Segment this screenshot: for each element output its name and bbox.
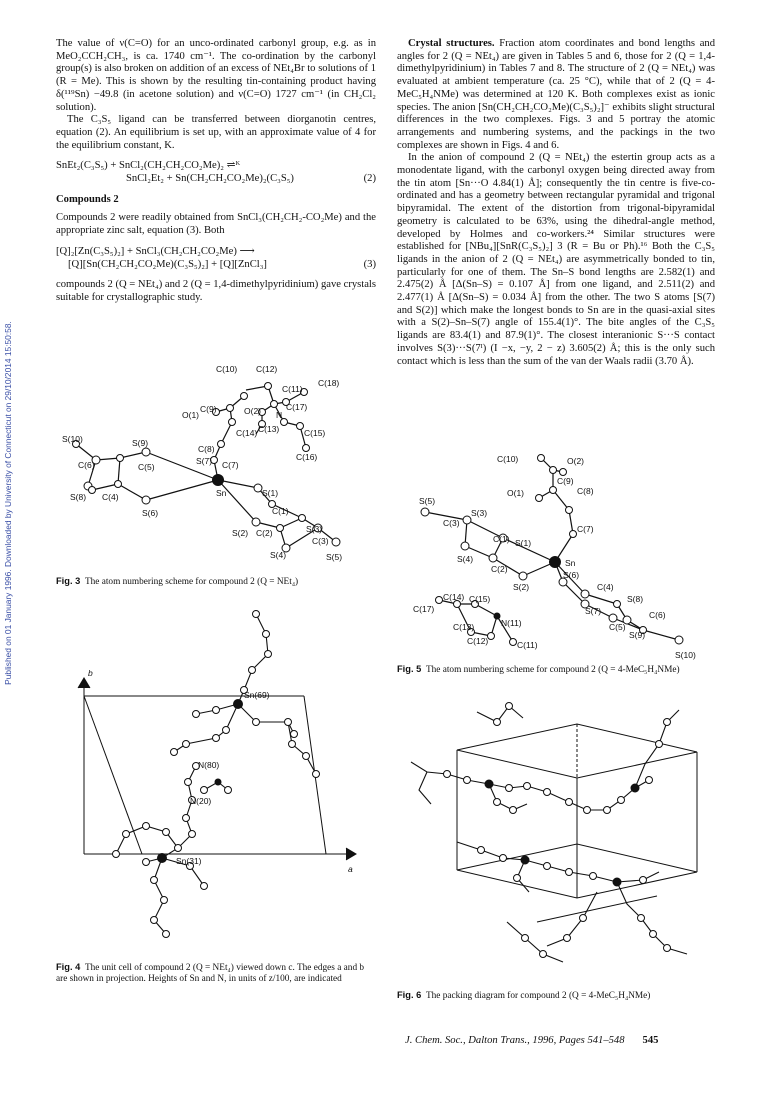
atom-label: C(5) <box>609 622 626 632</box>
atom-label: C(9) <box>200 404 217 414</box>
atom-label: S(4) <box>457 554 474 564</box>
section-heading: Compounds 2 <box>56 193 119 205</box>
atom-label: C(3) <box>443 518 460 528</box>
atom-label: Sn(31) <box>176 856 202 866</box>
page-number: 545 <box>642 1035 659 1046</box>
atom-label: C(15) <box>469 594 491 604</box>
atom-label: C(2) <box>256 528 273 538</box>
paragraph: Compounds 2 were readily obtained from SnCl₃(CH₂CH₂-CO₂Me) and the appropriate zinc salt, equation (3). Both <box>56 212 376 237</box>
atom-label: C(11) <box>517 640 538 650</box>
atom-label: C(13) <box>453 622 475 632</box>
atom-label: C(17) <box>286 402 308 412</box>
equation-2: SnEt₂(C₃S₅) + SnCl₂(CH₂CH₂CO₂Me)₂ ⇌ᴷ SnCl₂Et₂ + Sn(CH₂CH₂CO₂Me)₂(C₃S₅) (2) <box>56 160 376 185</box>
atom-label: C(2) <box>491 564 508 574</box>
atom-label: N(20) <box>190 796 212 806</box>
atom-label: N(11) <box>501 618 522 628</box>
atom-label: C(8) <box>198 444 215 454</box>
atom-label: C(7) <box>577 524 594 534</box>
atom-label: N <box>276 410 283 420</box>
paragraph: In the anion of compound 2 (Q = NEt₄) the estertin group acts as a monodentate ligand, with the carbonyl oxygen being directed away from the tin atom [Sn···O 4.84(1) Å]; consequently the tin centre is five-co-ordinated and has a geometry between rectangular pyramidal and trigonal bipyramidal. The extent of the distortion from trigonal-bipyramidal geometry is calculated to be 63%, using the dihedral-angle method, developed by Holmes and co-workers.²⁴ Similar structures were established for [NBu₄][SnR(C₃S₅)₂] 3 (R = Bu or Ph).¹⁶ Both the C₃S₅ ligands in the anion of 2 (Q = NEt₄) are asymmetrically bonded to tin, particularly for one of them. The Sn–S bond lengths are 2.582(1) and 2.475(2) Å [Δ(Sn–S) = 0.107 Å] from one ligand, and 2.511(2) and 2.477(1) Å [Δ(Sn–S) = 0.034 Å] from the other. The two S atoms [S(7) and S(2)] which make the longest bonds to Sn are in the quasi-axial sites with a S(2)–Sn–S(7) angle of 155.4(1)°. The bite angles of the C₃S₅ ligands are 83.4(1) and 87.9(1)°. The closest interanionic S···S contact involves S(3)···S(7ᴵ) (I −x, −y, 2 − z) 3.605(2) Å; this is the only such contact which is less than the sum of the van der Waals radii (3.70 Å). <box>397 152 715 367</box>
atom-label: S(1) <box>515 538 532 548</box>
figure-4-unit-cell <box>56 604 376 954</box>
atom-label: S(6) <box>563 570 580 580</box>
atom-label: C(1) <box>272 506 289 516</box>
atom-label: S(8) <box>627 594 644 604</box>
figure-6-caption: Fig. 6 The packing diagram for compound 2 (Q = 4-MeC₅H₄NMe) <box>397 990 651 1001</box>
atom-label: O(1) <box>182 410 199 420</box>
atom-label: Sn(69) <box>244 690 270 700</box>
atom-label: S(9) <box>132 438 149 448</box>
figure-5-molecule <box>397 452 715 662</box>
atom-label: C(12) <box>256 364 278 374</box>
left-column <box>56 38 376 305</box>
atom-label: C(14) <box>236 428 258 438</box>
atom-label: O(2) <box>244 406 261 416</box>
atom-label: C(15) <box>304 428 326 438</box>
atom-label: C(7) <box>222 460 239 470</box>
paragraph: Crystal structures. Fraction atom coordinates and bond lengths and angles for 2 (Q = NEt₄) are given in Tables 5 and 6, those for 2 (Q = 1,4-dimethylpyridinium) in Tables 7 and 8. The structure of 2 (Q = NEt₄) was evaluated at ambient temperature (ca. 25 °C), while that of 2 (Q = 4-MeC₅H₄NMe) was determined at 120 K. Both complexes exist as ionic species. The anion [Sn(CH₂CH₂CO₂Me)(C₃S₅)₂]⁻ exhibits slight structural differences in the two complexes. Figs. 3 and 5 portray the atomic arrangements and numbering systems, and the packings in the two complexes are shown in Figs. 4 and 6. <box>397 38 716 151</box>
atom-label: C(18) <box>318 378 340 388</box>
atom-label: S(7) <box>585 606 602 616</box>
atom-label: a <box>348 864 353 874</box>
figure-5-caption: Fig. 5 The atom numbering scheme for compound 2 (Q = 4-MeC₅H₄NMe) <box>397 664 680 675</box>
figure-3-caption: Fig. 3 The atom numbering scheme for compound 2 (Q = NEt₄) <box>56 576 299 587</box>
figure-6-packing <box>397 692 715 982</box>
atom-label: S(1) <box>262 488 279 498</box>
atom-label: C(4) <box>102 492 119 502</box>
atom-label: C(17) <box>413 604 435 614</box>
atom-label: C(16) <box>296 452 318 462</box>
atom-label: C(13) <box>258 424 280 434</box>
atom-label: C(3) <box>312 536 329 546</box>
atom-label: Sn <box>565 558 576 568</box>
atom-label: C(8) <box>577 486 594 496</box>
paragraph: The C₃S₅ ligand can be transferred between diorganotin centres, equation (2). An equilibrium is set up, with an approximate value of 4 for the equilibrium constant, K. <box>56 114 376 151</box>
atom-label: C(10) <box>216 364 238 374</box>
paragraph: The value of ν(C=O) for an unco-ordinated carbonyl group, e.g. as in MeO₂CCH₂CH₃, is ca. 1740 cm⁻¹. The co-ordination by the carbonyl group(s) is also broken on addition of an excess of NEt₄Br to solutions of 1 (R = Me). This is shown by the resulting tin-containing product having δ(¹¹⁹Sn) −49.8 (in acetone solution) and ν(C=O) 1727 cm⁻¹ (in CH₂Cl₂ solution). <box>56 38 376 113</box>
atom-label: C(5) <box>138 462 155 472</box>
atom-label: S(10) <box>62 434 83 444</box>
atom-label: S(6) <box>142 508 159 518</box>
atom-label: C(6) <box>649 610 666 620</box>
atom-label: S(8) <box>70 492 87 502</box>
atom-label: C(10) <box>497 454 519 464</box>
right-column <box>397 38 715 368</box>
atom-label: C(12) <box>467 636 489 646</box>
atom-label: S(5) <box>419 496 436 506</box>
figure-3-molecule <box>56 352 376 574</box>
atom-label: S(2) <box>232 528 249 538</box>
atom-label: N(80) <box>198 760 220 770</box>
atom-label: S(4) <box>270 550 287 560</box>
atom-label: C(11) <box>282 384 303 394</box>
download-notice: Published on 01 January 1996. Downloaded by University of Connecticut on 29/10/2014 15:50:58. <box>3 321 13 685</box>
atom-label: b <box>88 668 93 678</box>
atom-label: C(9) <box>557 476 574 486</box>
page-footer <box>405 1035 658 1046</box>
atom-label: S(5) <box>326 552 343 562</box>
atom-label: S(2) <box>513 582 530 592</box>
atom-label: C(14) <box>443 592 465 602</box>
tin-atom <box>212 474 224 486</box>
journal-citation: J. Chem. Soc., Dalton Trans., 1996, Pages 541–548 <box>405 1035 625 1046</box>
atom-label: O(1) <box>507 488 524 498</box>
atom-label: C(6) <box>78 460 95 470</box>
atom-label: S(7) <box>196 456 213 466</box>
paragraph: compounds 2 (Q = NEt₄) and 2 (Q = 1,4-dimethylpyridinium) gave crystals suitable for crystallographic study. <box>56 279 376 303</box>
atom-label: S(9) <box>629 630 646 640</box>
atom-label: Sn <box>216 488 227 498</box>
equation-3: [Q]₂[Zn(C₃S₅)₂] + SnCl₃(CH₂CH₂CO₂Me) ⟶ [Q][Sn(CH₂CH₂CO₂Me)(C₃S₅)₂] + [Q][ZnCl₃] (3) <box>56 245 376 270</box>
atom-label: C(4) <box>597 582 614 592</box>
atom-label: C(1) <box>493 534 510 544</box>
atom-label: S(3) <box>306 524 323 534</box>
atom-label: S(3) <box>471 508 488 518</box>
figure-4-caption: Fig. 4 The unit cell of compound 2 (Q = NEt₄) viewed down c. The edges a and b are shown in projection. Heights of Sn and N, in units of z/100, are indicated <box>56 962 365 984</box>
atom-label: S(10) <box>675 650 696 660</box>
atom-label: O(2) <box>567 456 584 466</box>
